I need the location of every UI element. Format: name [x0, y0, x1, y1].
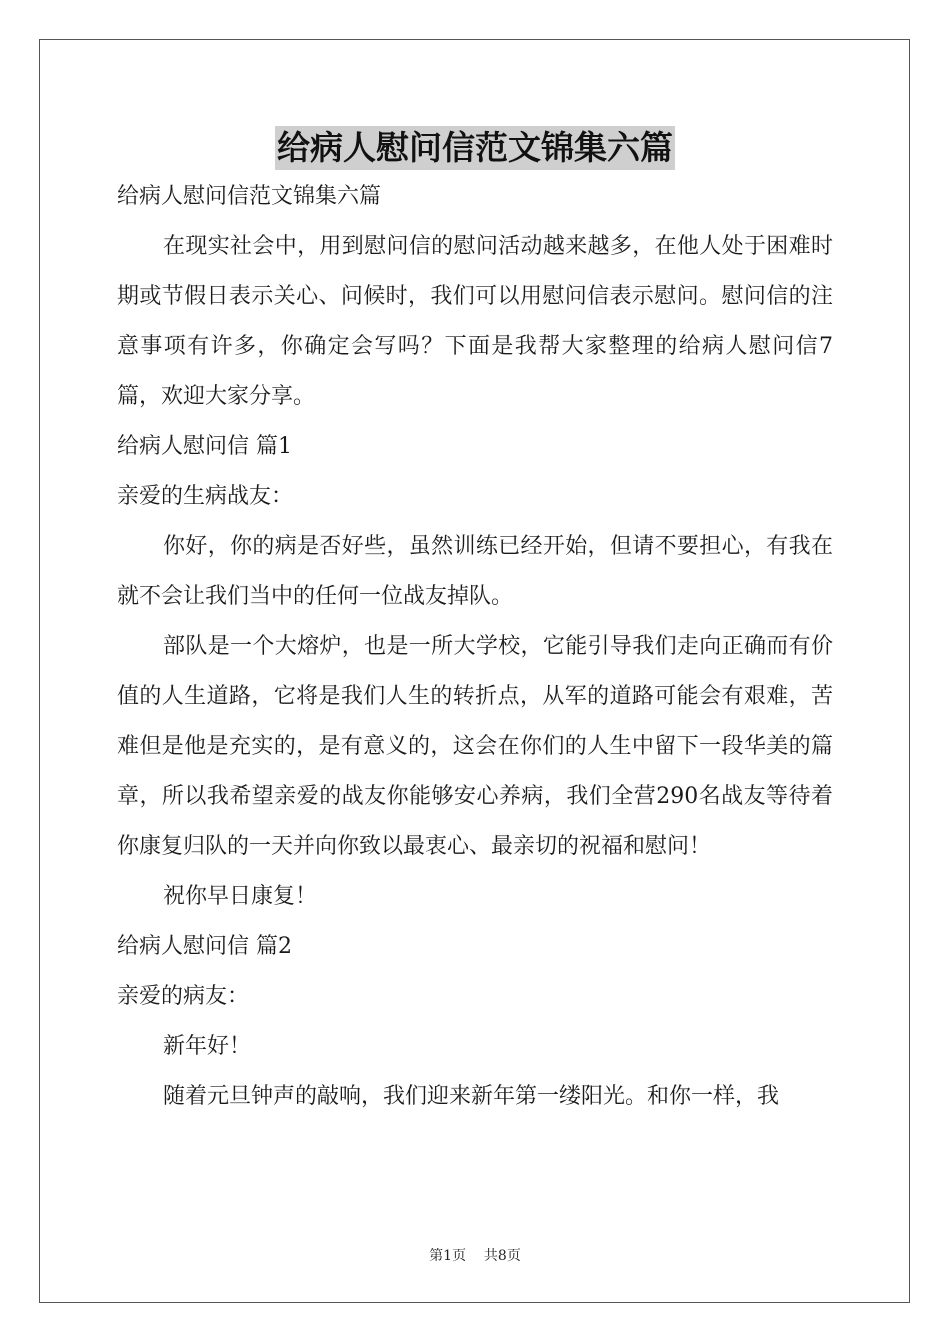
- paragraph: 给病人慰问信 篇1: [117, 434, 292, 459]
- paragraph: 在现实社会中，用到慰问信的慰问活动越来越多，在他人处于困难时期或节假日表示关心、问候时，我们可以用慰问信表示慰问。慰问信的注意事项有许多，你确定会写吗？下面是我帮大家整理的给病人慰问信7篇，欢迎大家分享。: [117, 234, 833, 409]
- title-container: [0, 126, 950, 170]
- paragraph: 你好，你的病是否好些，虽然训练已经开始，但请不要担心，有我在就不会让我们当中的任何一位战友掉队。: [117, 534, 833, 609]
- document-title: 给病人慰问信范文锦集六篇: [275, 126, 675, 170]
- document-body: [117, 172, 833, 1122]
- total-pages: 共8页: [483, 1248, 521, 1264]
- page-footer: [0, 1245, 950, 1265]
- paragraph: 给病人慰问信范文锦集六篇: [117, 184, 382, 209]
- paragraph: 亲爱的病友：: [117, 984, 250, 1009]
- paragraph: 随着元旦钟声的敲响，我们迎来新年第一缕阳光。和你一样，我: [163, 1084, 780, 1109]
- paragraph: 给病人慰问信 篇2: [117, 934, 292, 959]
- paragraph: 部队是一个大熔炉，也是一所大学校，它能引导我们走向正确而有价值的人生道路，它将是我们人生的转折点，从军的道路可能会有艰难，苦难但是他是充实的，是有意义的，这会在你们的人生中留下一段华美的篇章，所以我希望亲爱的战友你能够安心养病，我们全营290名战友等待着你康复归队的一天并向你致以最衷心、最亲切的祝福和慰问！: [117, 634, 833, 859]
- paragraph: 亲爱的生病战友：: [117, 484, 294, 509]
- paragraph: 新年好！: [163, 1034, 252, 1059]
- page-number: 第1页: [429, 1248, 467, 1264]
- paragraph: 祝你早日康复！: [163, 884, 318, 909]
